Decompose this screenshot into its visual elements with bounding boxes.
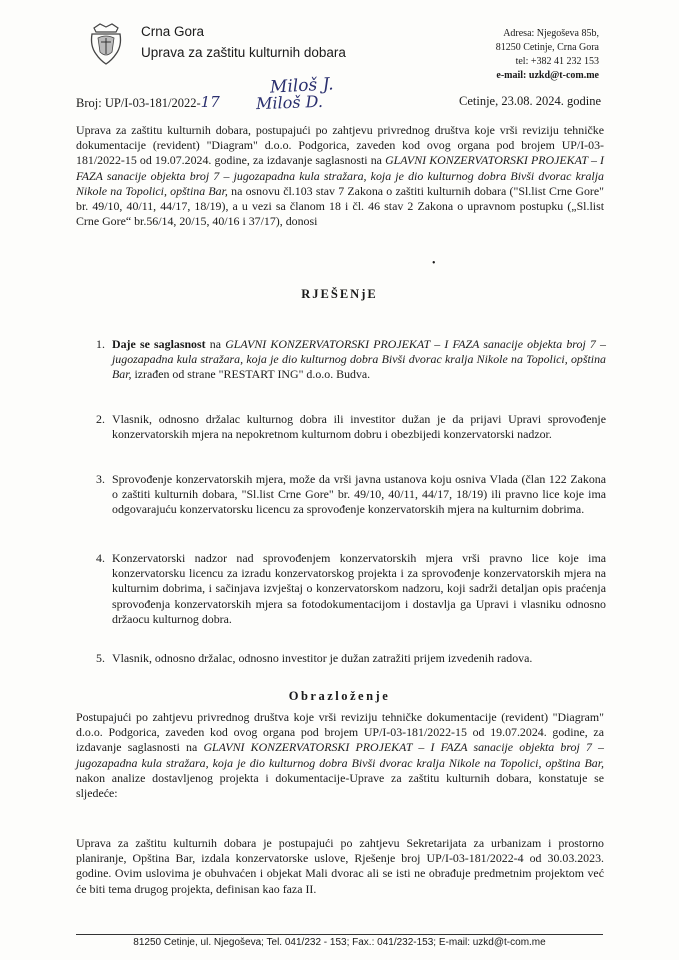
reasoning-paragraph-1 <box>76 710 604 801</box>
item-number: 5. <box>96 651 105 665</box>
item-number: 3. <box>96 472 105 486</box>
phone: tel: +382 41 232 153 <box>515 56 599 67</box>
email: e-mail: uzkd@t-com.me <box>496 70 599 81</box>
broj-label: Broj: UP/I-03-181/2022- <box>76 96 201 110</box>
reference-number <box>76 93 220 111</box>
address-line-1: Adresa: Njegoševa 85b, <box>503 28 599 39</box>
item-text: Sprovođenje konzervatorskih mjera, može da vrši javna ustanova koju osniva Vlada (član 122 Zakona o zaštiti kulturnih dobara, "Sl.list Crne Gore" br. 49/10, 40/11, 44/17, 18/19) ili pravno lice koje ima odgovarajuću konzervatorsku licencu za sprovođenje konzervatorskih mjera na kulturnim dobrima. <box>112 472 606 517</box>
item-text: Vlasnik, odnosno držalac kulturnog dobra ili investitor dužan je da prijavi Upravi sprovođenje konzervatorskih mjera na nepokretnom kulturnom dobru i obezbijedi konzervatorski nadzor. <box>112 412 606 442</box>
decision-item-4 <box>96 551 606 627</box>
reasoning-title: Obrazloženje <box>288 689 391 703</box>
item-project-title: GLAVNI KONZERVATORSKI PROJEKAT – I FAZA sanacije objekta broj 7 – jugozapadna kula stražara, koja je dio kulturnog dobra Bivši dvorac kralja Nikole na Topolici, opština Bar, <box>112 337 607 382</box>
item-text: na <box>205 337 226 351</box>
intro-paragraph <box>76 123 604 229</box>
decision-item-3 <box>96 472 606 518</box>
address-block <box>496 27 599 83</box>
item-text: Vlasnik, odnosno držalac, odnosno investitor je dužan zatražiti prijem izvedenih radova. <box>112 651 533 665</box>
reasoning-text: nakon analize dostavljenog projekta i dokumentacije-Uprave za zaštitu kulturnih dobara, konstatuje se sljedeće: <box>76 770 604 801</box>
reasoning-paragraph-2: Uprava za zaštitu kulturnih dobara je postupajući po zahtjevu Sekretarijata za urbanizam i prostorno planiranje, Opština Bar, izdala konzervatorske uslove, Rješenje broj UP/I-03-181/2022-4 od 30.03.2023. godine. Ovim uslovima je obuhvaćen i objekat Mali dvorac ali se isti ne obrađuje predmetnim projektom već će biti tema drugog projekta, definisan kao faza II. <box>76 836 604 896</box>
decision-item-1 <box>96 337 606 383</box>
place-and-date: Cetinje, 23.08. 2024. godine <box>459 94 601 108</box>
intro-text: Uprava za zaštitu kulturnih dobara, postupajući po zahtjevu privrednog društva koje vrši reviziju tehničke dokumentacije (revident) "Diagram" d.o.o. Podgorica, zaveden kod ovog organa pod brojem UP/I-03-181/2022-15 od 19.07.2024. godine, za izdavanje saglasnosti na <box>76 123 604 168</box>
item-text: izrađen od strane "RESTART ING" d.o.o. Budva. <box>131 367 371 382</box>
decision-title: RJEŠENjE <box>301 287 378 301</box>
item-bold-text: Daje se saglasnost <box>112 337 206 351</box>
item-text: Konzervatorski nadzor nad sprovođenjem konzervatorskih mjera vrši pravno lice koje ima konzervatorsku licencu za izradu konzervatorskog projekta i za sprovođenje konzervatorskih mjera na kulturnim dobrima, i sačinjava izvještaj o konzervatorskom nadzoru, koji sadrži detaljan opis praćenja sprovođenja konzervatorskih mjera sa fotodokumentacijom i dostavlja ga Upravi i vlasniku odnosno držaocu kulturnog dobra. <box>112 551 606 626</box>
decision-item-2 <box>96 412 606 442</box>
item-number: 4. <box>96 551 105 565</box>
handwritten-number: 17 <box>200 93 220 111</box>
country-name: Crna Gora <box>141 24 205 39</box>
item-number: 2. <box>96 412 105 426</box>
footer-divider <box>76 934 603 935</box>
institution-name: Uprava za zaštitu kulturnih dobara <box>141 45 346 60</box>
montenegro-coat-of-arms-icon <box>88 22 124 68</box>
intro-project-title: GLAVNI KONZERVATORSKI PROJEKAT – I FAZA sanacije objekta broj 7 – jugozapadna kula stražara, koja je dio kulturnog dobra Bivši dvorac kralja Nikole na Topolici, opština Bar, <box>76 153 604 198</box>
item-number: 1. <box>96 337 105 351</box>
intro-legal-basis: na osnovu čl.103 stav 7 Zakona o zaštiti kulturnih dobara ("Sl.list Crne Gore" br. 49/10, 40/11, 44/17, 18/19), a u vezi sa članom 18 i čl. 46 stav 2 Zakona o upravnom postupku („Sl.list Crne Gore“ br.56/14, 20/15, 40/16 i 37/17), donosi <box>76 183 604 229</box>
address-line-2: 81250 Cetinje, Crna Gora <box>495 42 599 53</box>
handwritten-name-2: Miloš D. <box>255 91 324 114</box>
footer-contact: 81250 Cetinje, ul. Njegoševa; Tel. 041/232 - 153; Fax.: 041/232-153; E-mail: uzkd@t-com.me <box>133 937 546 948</box>
decision-item-5 <box>96 651 606 666</box>
reasoning-text: Postupajući po zahtjevu privrednog društva koje vrši reviziju tehničke dokumentacije (revident) "Diagram" d.o.o. Podgorica, zaveden kod ovog organa pod brojem UP/I-03-181/2022-15 od 19.07.2024. godine, za izdavanje saglasnosti na <box>76 710 604 755</box>
scan-mark: • <box>432 258 436 269</box>
handwritten-name-1: Miloš J. <box>269 74 335 98</box>
reasoning-project-title: GLAVNI KONZERVATORSKI PROJEKAT – I FAZA sanacije objekta broj 7 – jugozapadna kula stražara, koja je dio kulturnog dobra Bivši dvorac kralja Nikole na Topolici, opština Bar, <box>76 740 604 770</box>
